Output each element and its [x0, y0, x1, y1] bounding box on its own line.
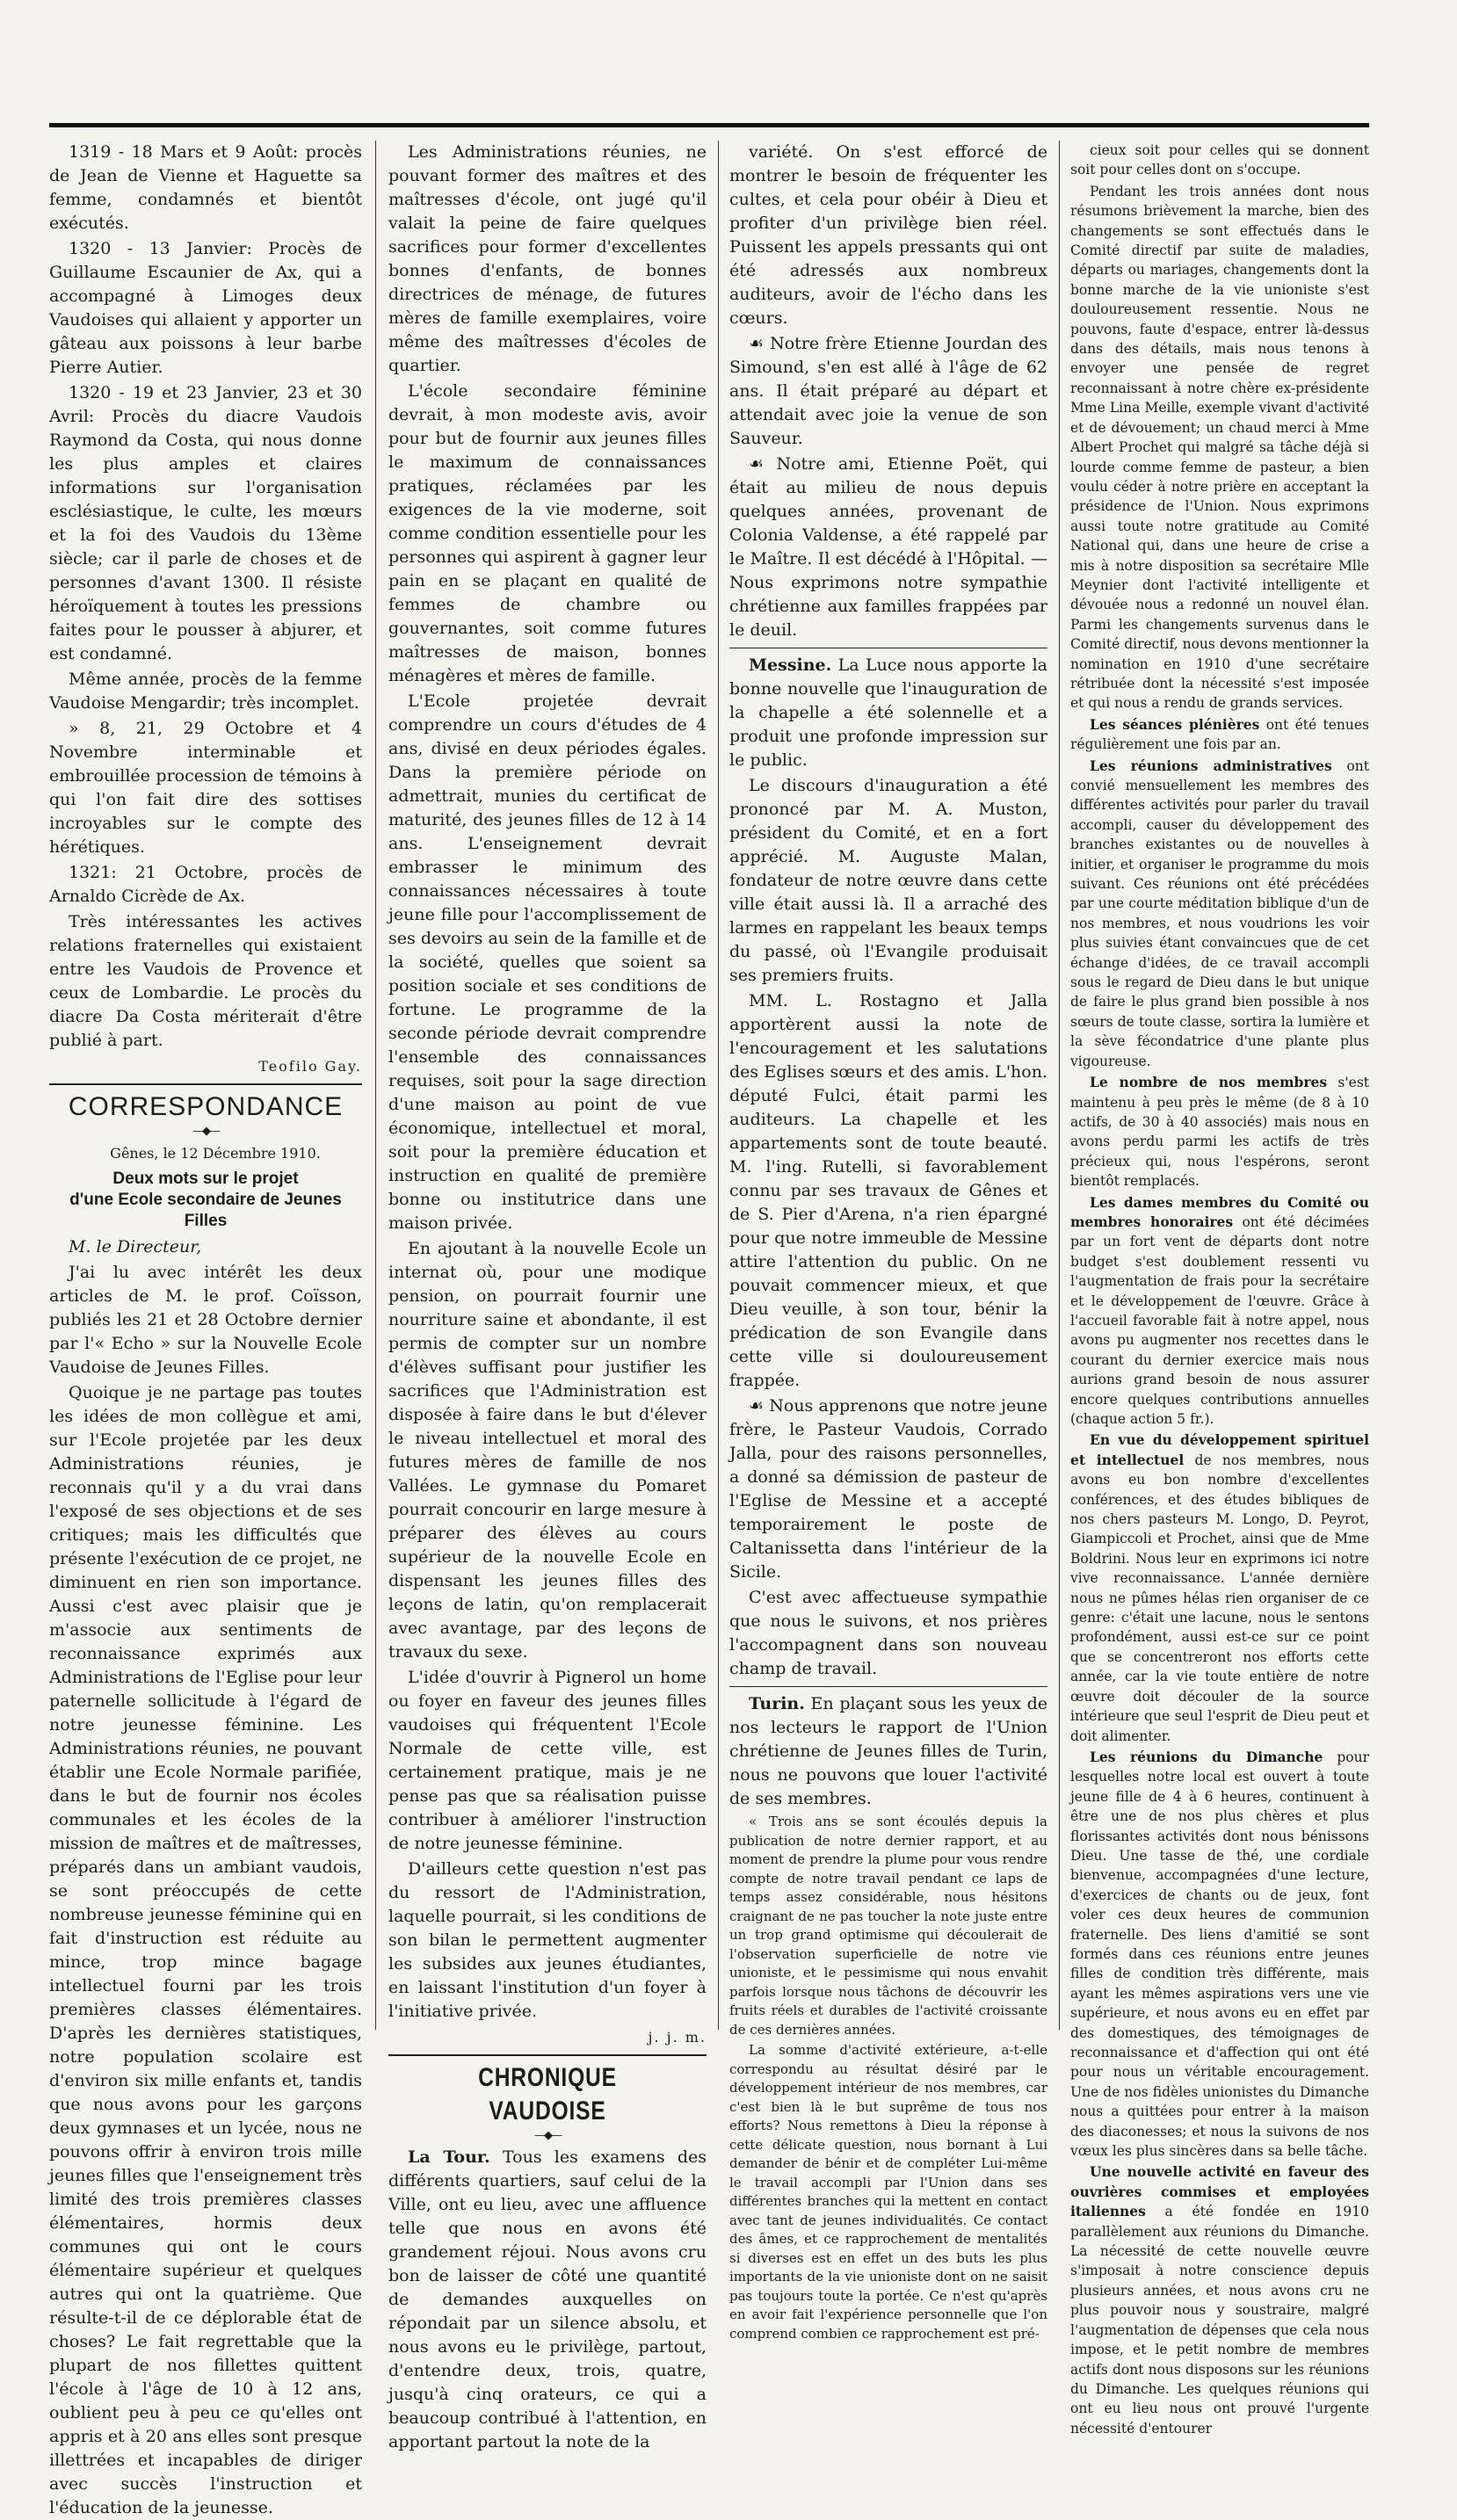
item-lead: Les dames membres du Comité ou membres honoraires: [1070, 1193, 1369, 1230]
paragraph: ☙ Nous apprenons que notre jeune frère, le Pasteur Vaudois, Corrado Jalla, pour des raisons personnelles, a donné sa démission de pasteur de l'Eglise de Messine et a accepté temporairement le poste de Caltanissetta dans l'intérieur de la Sicile.: [729, 1396, 1047, 1582]
paragraph: C'est avec affectueuse sympathie que nous le suivons, et nos prières l'accompagnent dans son nouveau champ de travail.: [729, 1588, 1047, 1678]
paragraph: L'Ecole projetée devrait comprendre un cours d'études de 4 ans, divisé en deux périodes égales. Dans la première période on admettrait, munies du certificat de maturité, des jeunes filles de 12 à 14 ans. L'enseignement devrait embrasser le minimum des connaissances nécessaires à toute jeune fille pour l'accomplissement de ses devoirs au sein de la famille et de la société, quelles que soient sa position sociale et ses conditions de fortune. Le programme de la seconde période devrait comprendre l'ensemble des connaissances requises, soit pour la sage direction d'une maison au point de vue économique, intellectuel et moral, soit pour la première éducation et instruction en qualité de première bonne ou institutrice dans une maison privée.: [388, 692, 707, 1233]
item-lead: Les réunions du Dimanche: [1090, 1748, 1323, 1765]
ornament: —◆—: [192, 1125, 219, 1138]
paragraph: L'idée d'ouvrir à Pignerol un home ou foyer en faveur des jeunes filles vaudoises qui fréquentent l'Ecole Normale de cette ville, est certainement pratique, mais je ne pense pas que sa réalisation puisse contribuer à améliorer l'instruction de notre jeunesse féminine.: [388, 1668, 707, 1853]
signature: Teofilo Gay.: [258, 1058, 362, 1075]
paragraph: variété. On s'est efforcé de montrer le besoin de fréquenter les cultes, et cela pour obéir à Dieu et profiter d'un privilège bien réel. Puissent les appels pressants qui ont été adressés aux nombreux auditeurs, avoir de l'écho dans les cœurs.: [729, 142, 1047, 328]
paragraph: Les Administrations réunies, ne pouvant former des maîtres et des maîtresses d'école, ont jugé qu'il valait la peine de faire quelques sacrifices pour former d'excellentes bonnes d'enfants, de bonnes directrices de ménage, de futures mères de famille exemplaires, voire même des maîtresses d'écoles de quartier.: [388, 142, 707, 375]
paragraph: 1321: 21 Octobre, procès de Arnaldo Cicrède de Ax.: [49, 863, 362, 906]
paragraph-text: La Luce nous apporte la bonne nouvelle que l'inauguration de la chapelle a été solennelle et a produit une profonde impression sur le public.: [729, 655, 1047, 770]
paragraph: [729, 1692, 1047, 1811]
report-item: [1070, 2162, 1369, 2438]
place-lead: Turin.: [749, 1694, 805, 1713]
paragraph: 1319 - 18 Mars et 9 Août: procès de Jean de Vienne et Haguette sa femme, condamnés et bientôt exécutés.: [49, 142, 362, 233]
section-title: CHRONIQUE VAUDOISE: [478, 2063, 617, 2125]
paragraph: En ajoutant à la nouvelle Ecole un internat où, pour une modique pension, on pourrait fournir une nourriture saine et abondante, il est permis de compter sur un nombre d'élèves suffisant pour justifier les sacrifices que l'Administration est disposée à faire dans le but d'élever le niveau intellectuel et moral des futures mères de famille de nos Vallées. Le gymnase du Pomaret pourrait concourir en large mesure à préparer des élèves au cours supérieur de la nouvelle Ecole en dispensant les jeunes filles des leçons de latin, qu'on remplacerait avec avantage, par des leçons de travaux du sexe.: [388, 1239, 707, 1662]
place-lead: Messine.: [749, 655, 832, 675]
section-title: CORRESPONDANCE: [68, 1092, 344, 1121]
paragraph-text: En plaçant sous les yeux de nos lecteurs le rapport de l'Union chrétienne de Jeunes filles de Turin, nous ne pouvons que louer l'activité de ses membres.: [729, 1694, 1047, 1808]
paragraph-text: Tous les examens des différents quartiers, sauf celui de la Ville, ont eu lieu, avec une affluence telle que nous en avons été grandement réjoui. Nous avons cru bon de laisser de côté une quantité de demandes auxquelles on répondait par un silence absolu, et nous avons eu le privilège, partout, d'entendre deux, trois, quatre, jusqu'à cinq orateurs, ce qui a beaucoup contribué à l'attention, en apportant partout la note de la: [388, 2147, 707, 2451]
quoted-paragraph: « Trois ans se sont écoulés depuis la publication de notre dernier rapport, et au moment de prendre la plume pour vous rendre compte de notre travail pendant ce laps de temps assez considérable, nous hésitons craignant de ne pas toucher la note juste entre un trop grand optimisme qui découlerait de l'observation superficielle de notre vie unioniste, et le pessimisme qui nous envahit parfois lorsque nous tâchons de découvrir les fruits réels et durables de l'activité croissante de ces dernières années.: [729, 1814, 1047, 2038]
top-rule: [49, 123, 1369, 127]
column-3: [729, 141, 1047, 2342]
article-subtitle: [49, 1169, 362, 1232]
paragraph: MM. L. Rostagno et Jalla apportèrent aussi la note de l'encouragement et les salutations des Eglises sœurs et des amis. L'hon. député Fulci, était parmi les auditeurs. La chapelle et les appartements sont de toute beauté. M. l'ing. Rutelli, si favorablement connu par ses travaux de Gênes et de S. Pier d'Arena, n'a rien épargné pour que notre immeuble de Messine attire l'attention du public. On ne pouvait commencer mieux, et que Dieu veuille, à son tour, bénir la prédication de son Evangile dans cette ville si douloureusement frappée.: [729, 991, 1047, 1390]
column-rule: [718, 141, 719, 2030]
column-4: [1070, 141, 1370, 2437]
report-item: [1070, 1073, 1369, 1191]
column-rule: [375, 141, 376, 2030]
subtitle-line: d'une Ecole secondaire de Jeunes Filles: [69, 1191, 342, 1230]
item-lead: Une nouvelle activité en faveur des ouvrières commises et employées italiennes: [1070, 2163, 1369, 2220]
paragraph: [388, 2146, 707, 2454]
paragraph: Le discours d'inauguration a été prononcé par M. A. Muston, président du Comité, et en a fort apprécié. M. Auguste Malan, fondateur de notre œuvre dans cette ville était aussi là. Il a arraché des larmes en rappelant les beaux temps du passé, où l'Evangile produisait ses premiers fruits.: [729, 776, 1047, 985]
paragraph: Quoique je ne partage pas toutes les idées de mon collègue et ami, sur l'Ecole projetée par les deux Administrations réunies, je reconnais qu'il y a du vrai dans l'exposé de ses objections et de ses critiques; mais les difficultés que présente l'exécution de ce projet, ne diminuent en rien son importance. Aussi c'est avec plaisir que je m'associe aux sentiments de reconnaissance exprimés aux Administrations de l'Eglise pour leur paternelle sollicitude à l'égard de notre jeunesse féminine. Les Administrations réunies, ne pouvant établir une Ecole Normale parifiée, dans le but de fournir nos écoles communales et les écoles de la mission de maîtres et de maîtresses, préparés dans un ambiant vaudois, se sont préoccupés de cette nombreuse jeunesse féminine qui en fait d'instruction est réduite au mince, trop mince bagage intellectuel fourni par les trois premières classes élémentaires. D'après les dernières statistiques, notre population scolaire est d'environ six mille enfants et, tandis que nous avons pour les garçons deux gymnases et un lycée, nous ne pouvons offrir à environ trois mille jeunes filles que l'enseignement très limité des trois premières classes élémentaires, hormis deux communes qui ont le cours élémentaire supérieur et quelques autres qui ont la quatrième. Que résulte-t-il de ce déplorable état de choses? Le fait regrettable que la plupart de nos fillettes quittent l'école à l'âge de 10 à 12 ans, oublient peu à peu ce qu'elles ont appris et à 20 ans elles sont presque illettrées et incapables de diriger avec succès l'instruction et l'éducation de la jeunesse.: [49, 1383, 362, 2517]
signature: j. j. m.: [648, 2029, 707, 2046]
place-lead: La Tour.: [408, 2147, 490, 2167]
item-text: ont convié mensuellement les membres des différentes activités pour parler du travail accompli, causer du développement des branches existantes ou de nouvelles à initier, et organiser le programme du mois suivant. Ces réunions ont été précédées par une courte méditation biblique d'un de nos membres, et nous voudrions les voir plus suivies étant convaincues que de cet échange d'idées, de ce travail accompli sous le regard de Dieu dans le but unique de faire le plus grand bien possible à nos sœurs de toute classe, sortira la lumière et la sève fécondatrice d'une plante plus vigoureuse.: [1070, 757, 1369, 1069]
paragraph: L'école secondaire féminine devrait, à mon modeste avis, avoir pour but de fournir aux jeunes filles le maximum de connaissances pratiques, réclamées par les exigences de la vie moderne, soit comme condition essentielle pour les personnes qui aspirent à gagner leur pain en se plaçant en qualité de femmes de chambre ou gouvernantes, soit comme futures maîtresses de maison, bonnes ménagères et mères de famille.: [388, 381, 707, 685]
paragraph: J'ai lu avec intérêt les deux articles de M. le prof. Coïsson, publiés les 21 et 28 Octobre dernier par l'« Echo » sur la Nouvelle Ecole Vaudoise de Jeunes Filles.: [49, 1263, 362, 1377]
column-rule: [1059, 141, 1060, 2030]
item-text: ont été décimées par un fort vent de départs dont notre budget s'est doublement ressenti vu l'augmentation de frais pour la secrétaire et le développement de l'œuvre. Grâce à l'accueil favorable fait à notre appel, nous avons pu augmenter nos recettes dans le courant du dernier exercice mais nous aurions grand besoin de nous assurer encore quelques contributions annuelles (chaque action 5 fr.).: [1070, 1213, 1370, 1427]
item-text: ont été tenues régulièrement une fois par an.: [1070, 716, 1369, 753]
report-item: [1070, 757, 1369, 1072]
dateline: Gênes, le 12 Décembre 1910.: [110, 1145, 321, 1162]
paragraph: [729, 654, 1047, 772]
item-lead: En vue du développement spirituel et intellectuel: [1070, 1431, 1369, 1468]
paragraph: Pendant les trois années dont nous résumons brièvement la marche, bien des changements se sont effectués dans le Comité directif par suite de maladies, départs ou mariages, changements dont la bonne marche de la vie unioniste s'est douloureusement ressentie. Nous ne pouvons, faute d'espace, entrer là-dessus dans des détails, mais nous tenons à envoyer une pensée de regret reconnaissant à notre chère ex-présidente Mme Lina Meille, exemple vivant d'activité et de dévouement; un chaud merci à Mme Albert Prochet qui malgré sa tâche déjà si lourde comme femme de pasteur, a bien voulu céder à notre prière en acceptant la présidence de l'Union. Nous exprimons aussi toute notre gratitude au Comité National qui, dans une heure de crise a mis à notre disposition sa secrétaire Mlle Meynier dont l'activité intelligente et dévouée nous a redonné un nouvel élan. Parmi les changements survenus dans le Comité directif, nous devons mentionner la nomination en 1910 d'une secrétaire rétribuée dont la nécessité s'est imposée et qui nous a rendu de grands services.: [1070, 183, 1369, 712]
report-item: [1070, 1430, 1369, 1746]
item-text: pour lesquelles notre local est ouvert à toute jeune fille de 4 à 6 heures, continuent à être une de nos plus chères et plus florissantes activités dont nous bénissons Dieu. Une tasse de thé, une cordiale bienvenue, accompagnées d'une lecture, d'exercices de chants ou de jeux, font voler ces deux heures de communion fraternelle. Des liens d'amitié se sont formés dans ces réunions entre jeunes filles de condition très différente, mais ayant les mêmes aspirations vers une vie supérieure, et nous avons eu en effet par des domestiques, des témoignages de reconnaissance et d'affection qui ont été pour nous un véritable encouragement. Une de nos fidèles unionistes du Dimanche nous a quittées pour entrer à la maison des diaconesses; et nous la suivons de nos vœux les plus sincères dans sa belle tâche.: [1070, 1749, 1369, 2160]
quoted-paragraph: La somme d'activité extérieure, a-t-elle correspondu au résultat désiré par le développement intérieur de nos membres, car c'est bien là le but suprême de tous nos efforts? Nous remettons à Dieu la réponse à cette délicate question, nous bornant à Lui demander de bénir et de compléter Lui-même le travail accompli par l'Union dans ses différentes branches qui la mettent en contact avec tant de jeunes individualités. Ce contact des âmes, et ce rapprochement de mentalités si diverses est en effet un des buts les plus importants de la vie unioniste dont on ne saisit pas toujours toute la portée. Ce n'est qu'après en avoir fait l'expérience personnelle que l'on comprend combien ce rapprochement est pré-: [729, 2042, 1047, 2342]
paragraph: ☙ Notre ami, Etienne Poët, qui était au milieu de nous depuis quelques années, provenant de Colonia Valdense, a été rappelé par le Maître. Il est décédé à l'Hôpital. — Nous exprimons notre sympathie chrétienne aux familles frappées par le deuil.: [729, 454, 1047, 640]
paragraph: 1320 - 19 et 23 Janvier, 23 et 30 Avril: Procès du diacre Vaudois Raymond da Costa, qui nous donne les plus amples et claires informations sur l'organisation esclésiastique, le culte, les mœurs et la foi des Vaudois du 13ème siècle; car il parle de choses et de personnes d'avant 1300. Il résiste héroïquement à toutes les pressions faites pour le pousser à abjurer, et est condamné.: [49, 383, 362, 663]
report-item: [1070, 715, 1369, 755]
item-lead: Le nombre de nos membres: [1090, 1074, 1328, 1091]
report-item: [1070, 1748, 1369, 2162]
section-rule: [388, 2054, 707, 2056]
item-text: de nos membres, nous avons eu bon nombre d'excellentes conférences, et des études bibliques de nos chers pasteurs M. Longo, D. Peyrot, Giampiccoli et Prochet, ainsi que de Mme Boldrini. Nous leur en exprimons ici notre vive reconnaissance. L'année dernière nous ne pûmes hélas rien organiser de ce genre: c'était une lacune, nous le sentons profondément, aussi est-ce sur ce point que se concentreront nos efforts cette année, car la vie toute entière de notre œuvre doit découler de la source intérieure que seul l'esprit de Dieu peut et doit alimenter.: [1070, 1452, 1369, 1744]
item-text: a été fondée en 1910 parallèlement aux réunions du Dimanche. La nécessité de cette nouvelle œuvre s'imposait à notre conscience depuis plusieurs années, et nous avons cru ne plus pouvoir nous y soustraire, malgré l'augmentation de dépenses que cela nous impose, et le petit nombre de membres actifs dont nous disposons sur les réunions du Dimanche. Les quelques réunions qui ont eu lieu nous ont prouvé l'urgente nécessité d'entourer: [1070, 2204, 1369, 2437]
divider: [729, 1686, 1047, 1687]
report-item: [1070, 1193, 1369, 1430]
salutation: M. le Directeur,: [69, 1237, 202, 1256]
paragraph: Même année, procès de la femme Vaudoise Mengardir; très incomplet.: [49, 670, 362, 713]
paragraph: cieux soit pour celles qui se donnent soit pour celles dont on s'occupe.: [1070, 142, 1369, 178]
paragraph: D'ailleurs cette question n'est pas du ressort de l'Administration, laquelle pourrait, si les conditions de son bilan le permettent augmenter les subsides aux jeunes étudiantes, en laissant l'institution d'un foyer à l'initiative privée.: [388, 1859, 707, 2021]
subtitle-line: Deux mots sur le projet: [112, 1169, 299, 1188]
item-lead: Les réunions administratives: [1090, 757, 1332, 774]
column-2: [388, 141, 707, 2451]
item-lead: Les séances plénières: [1090, 715, 1260, 733]
item-text: s'est maintenu à peu près le même (de 8 à 10 actifs, de 30 à 40 associés) mais nous en avons perdu parmi les actifs de très précieux qui, nous l'espérons, seront bientôt remplacés.: [1070, 1075, 1370, 1190]
paragraph: ☙ Notre frère Etienne Jourdan des Simound, s'en est allé à l'âge de 62 ans. Il était préparé au départ et attendait avec joie la venue de son Sauveur.: [729, 334, 1047, 448]
paragraph: 1320 - 13 Janvier: Procès de Guillaume Escaunier de Ax, qui a accompagné à Limoges deux Vaudoises qui allaient y apporter un gâteau aux poissons à leur barbe Pierre Autier.: [49, 239, 362, 377]
section-rule: [49, 1083, 362, 1085]
ornament: —◆—: [534, 2129, 561, 2142]
paragraph: Très intéressantes les actives relations fraternelles qui existaient entre les Vaudois de Provence et ceux de Lombardie. Le procès du diacre Da Costa mériterait d'être publié à part.: [49, 912, 362, 1050]
column-1: [49, 141, 362, 2517]
paragraph: » 8, 21, 29 Octobre et 4 Novembre interminable et embrouillée procession de témoins à qui l'on fait dire des sottises incroyables sur le compte des hérétiques.: [49, 719, 362, 857]
